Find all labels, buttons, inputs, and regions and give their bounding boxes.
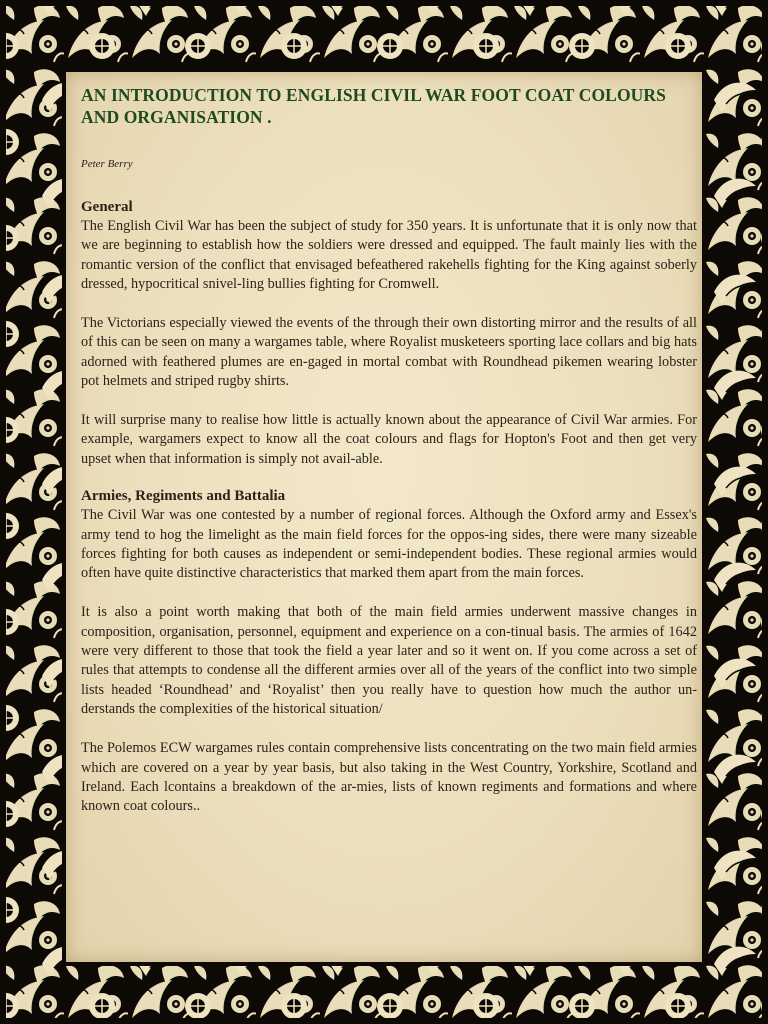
paragraph: The Polemos ECW wargames rules contain comprehensive lists concentrating on the two main field armies which are covered on a year by year basis, but also taking in the West Country, Yorkshire, Scotland and Ireland. Each lcontains a breakdown of the ar-mies, lists of known regiments and formations and where known coat colours.. [81, 740, 697, 815]
paragraph: The English Civil War has been the subject of study for 350 years. It is unfortunate that it is only now that we are beginning to establish how the soldiers were dressed and equipped. The fault mainly lies with the romantic version of the conflict that envisaged befeathered rakehells fighting for the King against soberly dressed, hypocritical snivel-ling bullies fighting for Cromwell. [81, 218, 697, 293]
paragraph: It will surprise many to realise how little is actually known about the appearance of Civil War armies. For example, wargamers expect to know all the coat colours and flags for Hopton's Foot and then get very upset when that information is simply not avail-able. [81, 412, 697, 467]
paragraph: The Victorians especially viewed the events of the through their own distorting mirror and the results of all of this can be seen on many a wargames table, where Royalist musketeers sporting lace collars and big hats adorned with feathered plumes are en-gaged in mortal combat with Roundhead pikemen wearing lobster pot helmets and striped rugby shirts. [81, 315, 697, 390]
paragraph: The Civil War was one contested by a number of regional forces. Although the Oxford army and Essex's army tend to hog the limelight as the main field forces for the oppos-ing sides, there were many sizeable forces fighting for both causes as independent or semi-independent bodies. These regional armies would often have quite distinctive characteristics that marked them apart from the main forces. [81, 507, 697, 582]
document-title: AN INTRODUCTION TO ENGLISH CIVIL WAR FOOT COAT COLOURS AND ORGANISATION . [81, 85, 666, 127]
article-body [81, 84, 697, 817]
paragraph: It is also a point worth making that both of the main field armies underwent massive changes in composition, organisation, personnel, equipment and experience on a con-tinual basis. The armies of 1642 were very different to those that took the field a year later and so it went on. If you come across a set of rules that attempts to condense all the different armies over all of the years of the conflict into two simple lists headed ‘Roundhead’ and ‘Royalist’ then you really have to question how much the author un-derstands the complexities of the historical situation/ [81, 604, 697, 718]
section-heading-armies: Armies, Regiments and Battalia [81, 488, 286, 505]
section-heading-general: General [81, 199, 133, 215]
author-byline: Peter Berry [81, 158, 133, 170]
